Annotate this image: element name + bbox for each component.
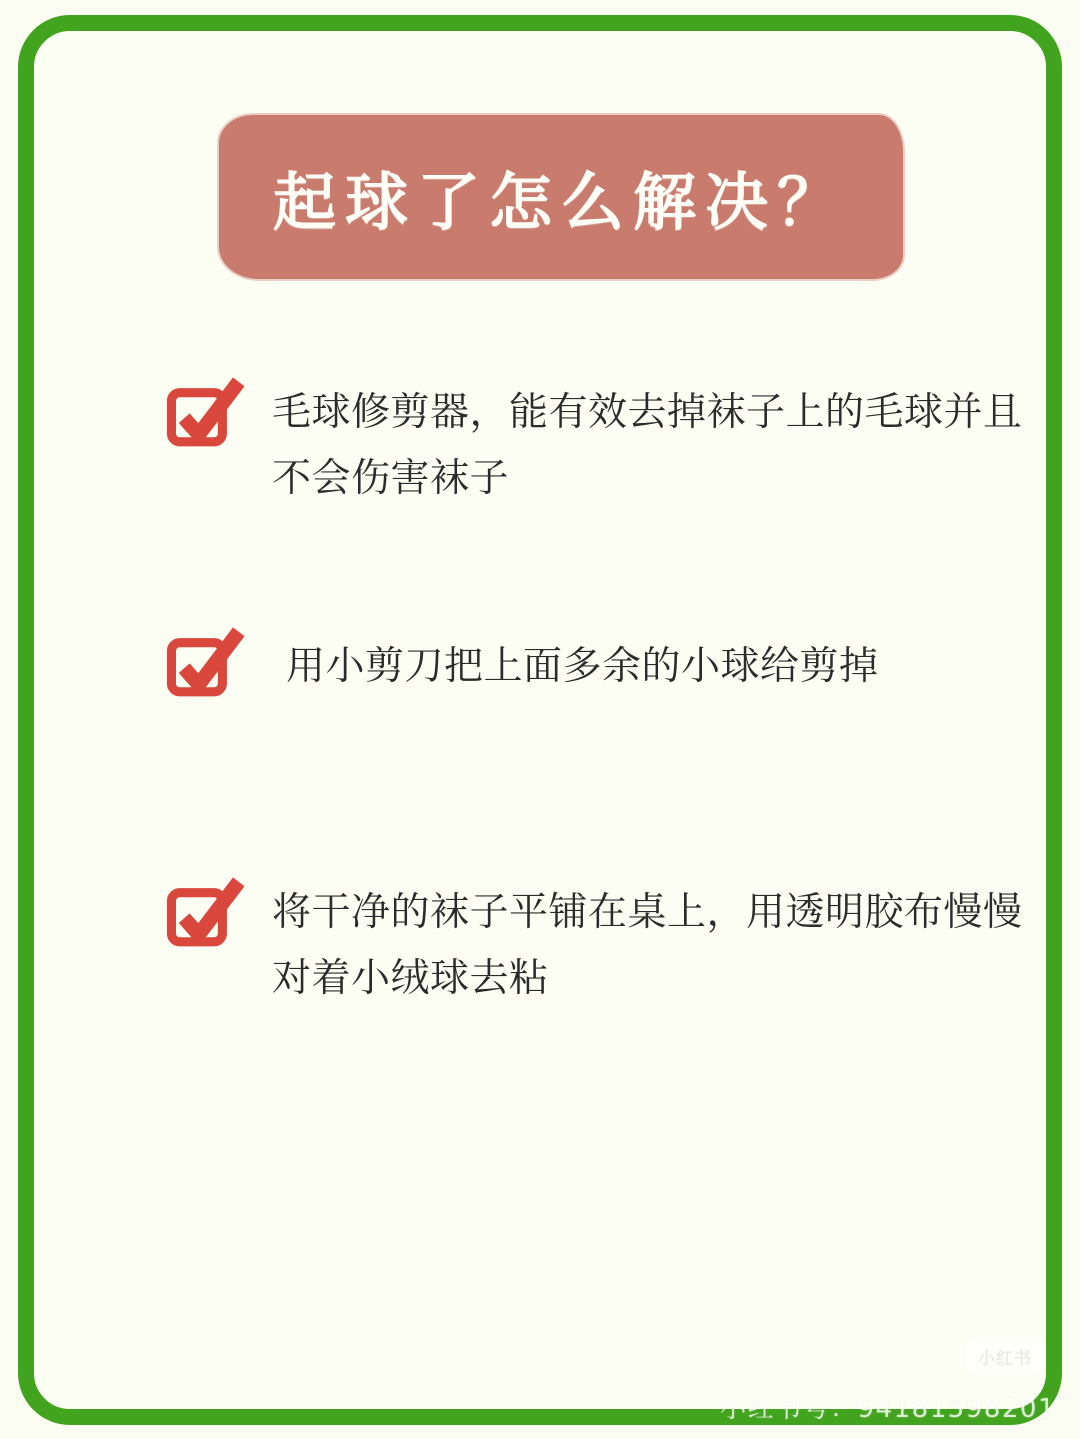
xiaohongshu-logo-text: 小红书 bbox=[978, 1348, 1032, 1369]
item-text-line: 不会伤害袜子 bbox=[272, 456, 510, 501]
checkbox-checked-icon bbox=[166, 872, 246, 948]
checkbox-checked-icon bbox=[166, 372, 246, 448]
item-text-line: 用小剪刀把上面多余的小球给剪掉 bbox=[286, 644, 879, 689]
item-text-line: 毛球修剪器，能有效去掉袜子上的毛球并且 bbox=[272, 390, 1023, 435]
xiaohongshu-logo-badge bbox=[966, 1338, 1044, 1374]
checklist-item-scissors bbox=[166, 622, 879, 700]
checkbox-checked-icon bbox=[166, 622, 246, 698]
title-banner bbox=[219, 115, 903, 279]
watermark-account-id: 小红书号：94181598201 bbox=[720, 1394, 1056, 1424]
checklist-item-tape bbox=[166, 872, 1023, 1012]
item-text bbox=[272, 372, 1023, 512]
item-text-line: 将干净的袜子平铺在桌上，用透明胶布慢慢 bbox=[272, 890, 1023, 935]
item-text bbox=[286, 622, 879, 700]
checklist-item-lint-remover bbox=[166, 372, 1023, 512]
item-text bbox=[272, 872, 1023, 1012]
item-text-line: 对着小绒球去粘 bbox=[272, 956, 549, 1001]
page-title: 起球了怎么解决？ bbox=[273, 165, 849, 239]
